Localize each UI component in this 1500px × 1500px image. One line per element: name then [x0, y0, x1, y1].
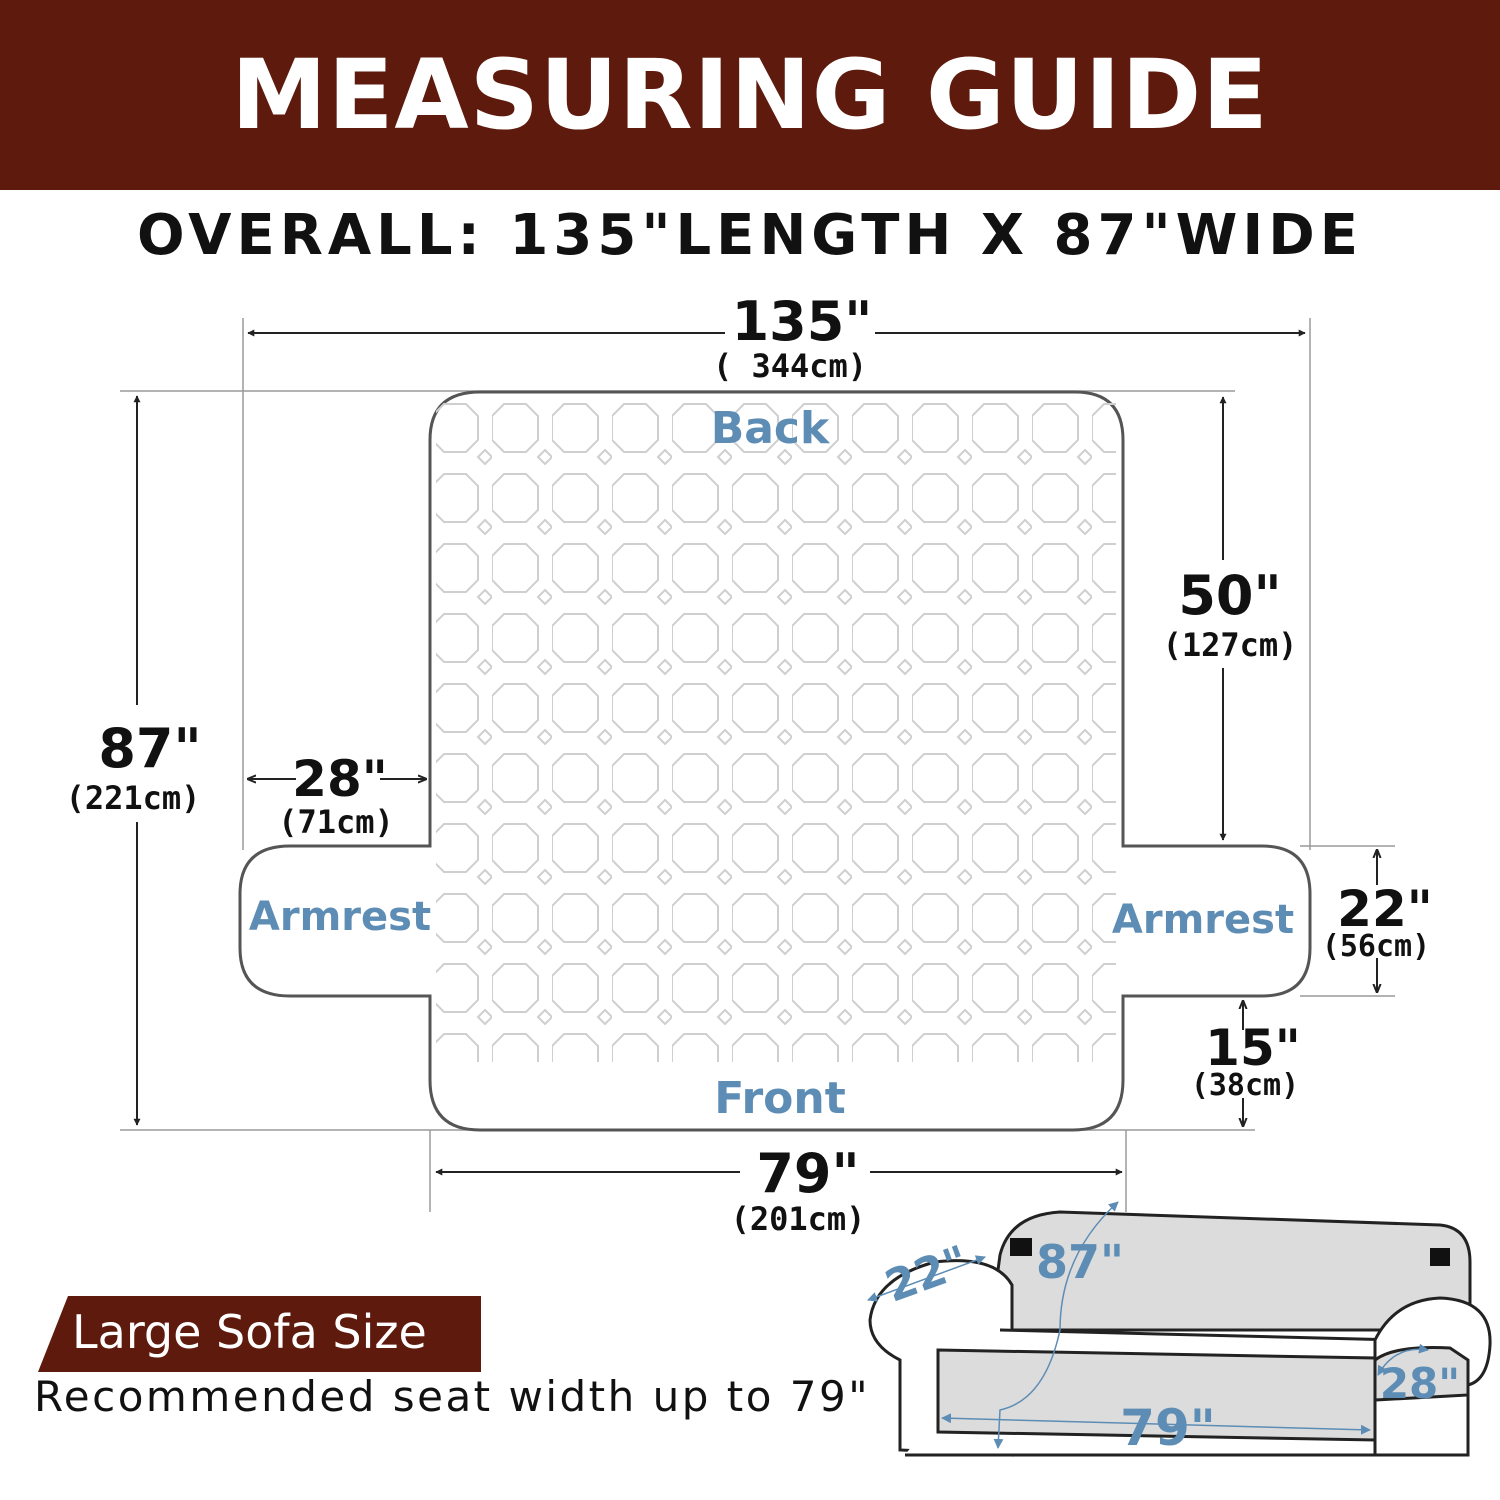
zone-armrest-right-label: Armrest	[1111, 897, 1295, 943]
back-height-cm: (127cm)	[1162, 626, 1298, 664]
seat-width-note: Recommended seat width up to 79"	[34, 1372, 871, 1421]
armrest-width-inches: 22"	[1337, 880, 1433, 938]
total-width-inches: 87"	[98, 717, 202, 780]
sofa-depth-label: 87"	[1036, 1235, 1124, 1289]
zone-back-label: Back	[710, 403, 830, 454]
sofa-seat-label: 79"	[1120, 1399, 1216, 1457]
sofa-arm-length-label: 28"	[1379, 1359, 1461, 1408]
zone-front-label: Front	[714, 1073, 846, 1124]
zone-armrest-left-label: Armrest	[248, 894, 432, 940]
front-flap-inches: 15"	[1205, 1019, 1301, 1077]
armrest-length-inches: 28"	[292, 750, 388, 808]
overall-dimensions: OVERALL: 135"LENGTH X 87"WIDE	[137, 203, 1363, 268]
back-height-inches: 50"	[1178, 564, 1282, 627]
armrest-width-cm: (56cm)	[1321, 929, 1431, 964]
page-title: MEASURING GUIDE	[231, 39, 1269, 151]
quilted-pattern	[436, 398, 1116, 1062]
total-length-cm: ( 344cm)	[712, 347, 868, 385]
front-flap-cm: (38cm)	[1190, 1068, 1300, 1103]
size-badge-label: Large Sofa Size	[72, 1305, 427, 1359]
total-width-cm: (221cm)	[65, 779, 201, 817]
total-length-inches: 135"	[731, 290, 873, 353]
seat-width-inches: 79"	[756, 1142, 860, 1205]
seat-width-cm: (201cm)	[730, 1200, 866, 1238]
sofa-arm-width-label: 22"	[878, 1236, 976, 1313]
armrest-length-cm: (71cm)	[278, 803, 394, 841]
